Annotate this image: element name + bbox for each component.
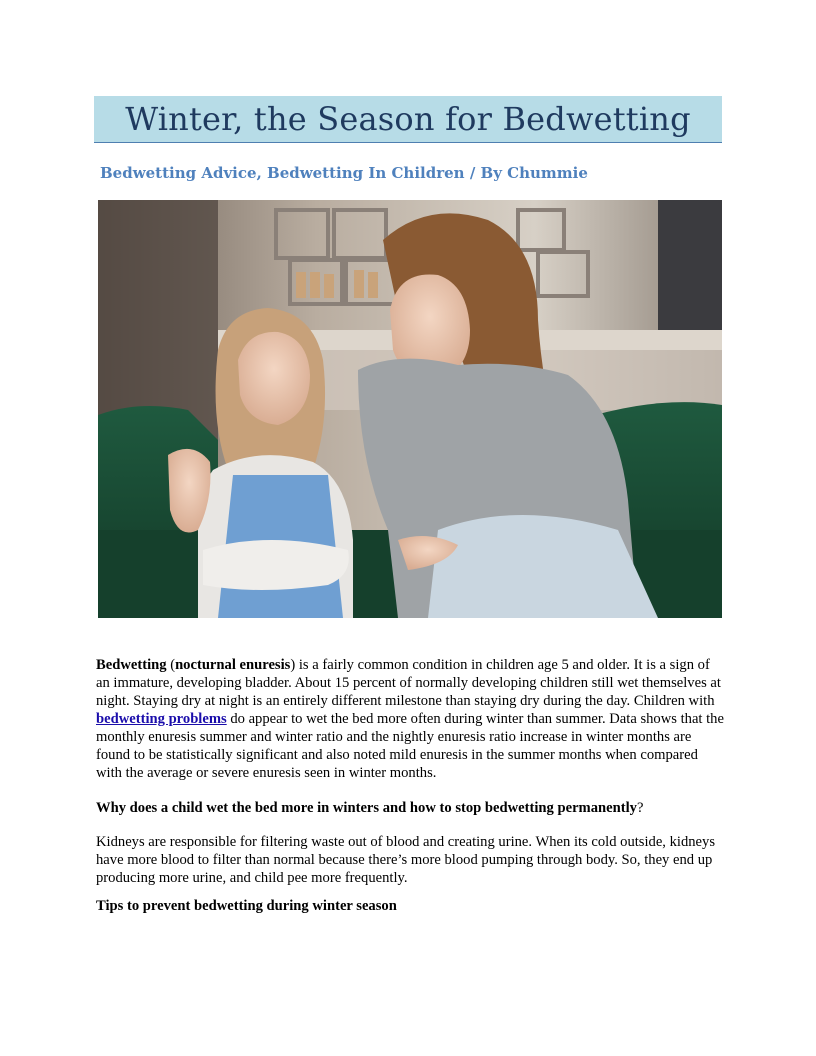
question-heading <box>96 799 724 817</box>
author-link[interactable]: Chummie <box>507 164 588 182</box>
featured-image <box>98 200 722 618</box>
term-bedwetting: Bedwetting <box>96 657 167 673</box>
intro-paragraph <box>96 656 724 782</box>
category-link-bedwetting-in-children[interactable]: Bedwetting In Children <box>267 164 465 182</box>
meta-separator: , <box>256 164 268 182</box>
question-text: Why does a child wet the bed more in winters and how to stop bedwetting permanently <box>96 800 637 816</box>
kidneys-paragraph: Kidneys are responsible for filtering waste out of blood and creating urine. When its cold outside, kidneys have more blood to filter than normal because there’s more blood pumping through body. So, they end up producing more urine, and child pee more frequently. <box>96 834 716 886</box>
intro-text-a: ) is a fairly common condition in children age 5 and older. It is a sign of an immature, developing bladder. About 15 percent of normally developing children still wet themselves at night. Staying dry at night is an entirely different milestone than staying dry during the day. Children with <box>96 657 721 709</box>
title-banner <box>94 96 722 143</box>
post-meta <box>100 164 588 182</box>
page-title: Winter, the Season for Bedwetting <box>125 100 691 138</box>
term-nocturnal-enuresis: nocturnal enuresis <box>175 657 291 673</box>
paren-open: ( <box>166 657 176 673</box>
meta-by: / By <box>464 164 508 182</box>
tips-heading: Tips to prevent bedwetting during winter season <box>96 898 397 914</box>
bedwetting-problems-link[interactable]: bedwetting problems <box>96 711 227 727</box>
question-mark: ? <box>636 800 644 816</box>
category-link-bedwetting-advice[interactable]: Bedwetting Advice <box>100 164 257 182</box>
intro-text-b: do appear to wet the bed more often during winter than summer. Data shows that the monthly enuresis summer and winter ratio and the nightly enuresis ratio increase in winter months are found to be statistically significant and also noted mild enuresis in the summer months when compared with the average or severe enuresis seen in winter months. <box>96 711 724 781</box>
